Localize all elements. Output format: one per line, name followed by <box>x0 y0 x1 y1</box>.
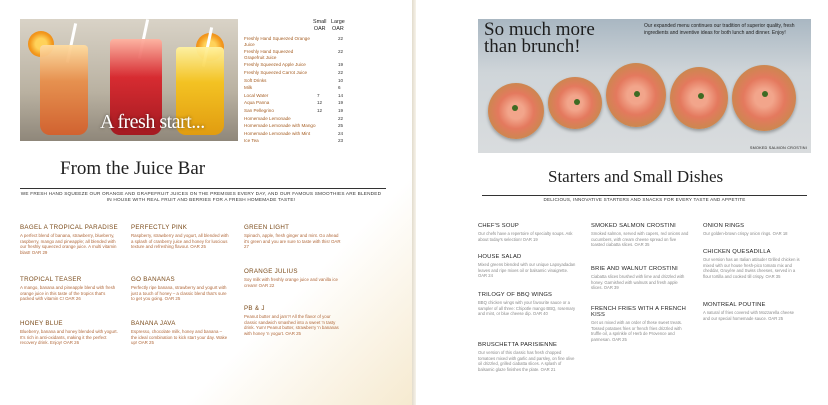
photo-caption: A fresh start... <box>100 111 205 133</box>
item-name: CHICKEN QUESADILLA <box>703 249 771 255</box>
price-large: 6 <box>338 85 341 91</box>
item-name: MONTREAL POUTINE <box>703 302 766 308</box>
menu-item <box>20 276 118 302</box>
item-description: Blueberry, banana and honey blended with yogurt. It's rich in anti-oxidants, making it the perfect recovery drink. Enjoy! OAR 26 <box>20 329 118 346</box>
item-description: A mango, banana and pineapple blend with fresh orange juice in this taste of the tropics that's packed with vitamin C! OAR 26 <box>20 285 116 302</box>
drink-name: Freshly Hand Squeezed Orange Juice <box>244 36 310 47</box>
drink-name: Local Water <box>244 92 269 98</box>
price-large: 23 <box>338 138 344 144</box>
drink-name: San Pellegrino <box>244 107 274 113</box>
menu-item <box>131 224 229 250</box>
caper-image <box>634 91 640 97</box>
menu-item <box>591 223 689 248</box>
item-name: FRENCH FRIES WITH A FRENCH KISS <box>591 306 687 318</box>
headline-line: than brunch! <box>484 36 581 57</box>
drink-name: Freshly Squeezed Apple Juice <box>244 62 306 68</box>
drink-name: Freshly Squeezed Carrot Juice <box>244 69 308 75</box>
price-large: 22 <box>338 36 344 41</box>
price-large: 22 <box>338 49 344 55</box>
item-name: PERFECTLY PINK <box>131 224 188 231</box>
item-name: SMOKED SALMON CROSTINI <box>591 223 676 229</box>
divider <box>482 195 807 196</box>
item-description: Ciabatta slices brushed with lime and drizzled with honey. Garnished with walnuts and fresh apple slices. OAR 39 <box>591 274 685 291</box>
price-small: 7 <box>317 92 320 98</box>
crostini-photo <box>478 19 811 153</box>
item-name: BRIE AND WALNUT CROSTINI <box>591 266 678 272</box>
drink-item <box>244 78 348 86</box>
menu-item <box>244 305 342 336</box>
headline <box>484 21 595 55</box>
photo-label: SMOKED SALMON CROSTINI <box>749 146 807 150</box>
price-large: 19 <box>338 62 344 68</box>
item-name: ONION RINGS <box>703 223 745 229</box>
headline-line: So much more <box>484 19 595 40</box>
drink-name: Homemade Lemonade with Mango <box>244 123 316 129</box>
menu-item <box>478 292 576 317</box>
item-description: Peanut butter and jam?! All the flavor of your classic sandwich smashed into a sweet 'n tasty drink. Yum! Peanut butter, strawberry 'n bananas with honey 'n yogurt. OAR 25 <box>244 314 339 336</box>
item-description: BBQ chicken wings with your favourite sauce or a sampler of all three: Chipotle mango BBQ, rosemary and mint, or blue cheese dip. OAR 40 <box>478 300 576 317</box>
crostini-image <box>732 65 796 131</box>
caper-image <box>698 93 704 99</box>
menu-item <box>20 224 118 255</box>
drink-item <box>244 49 348 62</box>
menu-item <box>703 223 801 237</box>
item-description: Perfectly ripe banana, strawberry and yogurt with just a touch of honey – a classic blend that's sure to get you going. OAR 25 <box>131 285 227 302</box>
drink-item <box>244 93 348 101</box>
item-name: BRUSCHETTA PARISIENNE <box>478 342 558 348</box>
item-description: Soy milk with freshly orange juice and vanilla ice cream! OAR 22 <box>244 277 338 288</box>
drink-item <box>244 85 348 93</box>
menu-item <box>703 302 801 321</box>
drinks-list <box>244 36 348 146</box>
price-large: 14 <box>338 92 344 98</box>
juice-bar-page <box>0 0 412 405</box>
item-description: Spinach, apple, fresh ginger and mint. Go ahead it's green and you are sure to taste with this! OAR 27 <box>244 233 341 250</box>
item-name: HONEY BLUE <box>20 320 63 327</box>
menu-item <box>244 224 342 250</box>
item-name: TRILOGY OF BBQ WINGS <box>478 292 553 298</box>
orange-smoothie-glass <box>40 45 88 135</box>
item-description: Mixed greens blended with our unique Lapoyadadan leaves and ripe mixes oil or balsamic vinaigrette. OAR 24 <box>478 262 576 279</box>
item-description: Our golden-brown crispy onion rings. OAR 18 <box>703 231 788 236</box>
item-description: Our version has an Italian attitude! Grilled chicken is mixed with our house fresh-pico tomato mix and cheddar, Gruyère and Swiss cheeses, served in a flour tortilla and cooked till crispy. OAR 35 <box>703 257 800 279</box>
menu-item <box>131 276 229 302</box>
intro-blurb: Our expanded menu continues our tradition of superior quality, fresh ingredients and inventive ideas for both lunch and dinner. Enjoy! <box>644 23 795 36</box>
item-name: GREEN LIGHT <box>244 224 290 231</box>
item-name: BANANA JAVA <box>131 320 176 327</box>
juice-photo <box>20 19 238 141</box>
price-small: 12 <box>317 107 323 113</box>
item-description: Get us mixed with an order of these sweet treats. Tossed potatoes fries or french fries drizzled with truffle oil, a sprinkle of Herb de Provence and parmesan. OAR 25 <box>591 320 683 342</box>
drink-item <box>244 108 348 116</box>
item-description: Our chefs have a repertoire of specialty soups. Ask about today's selection! OAR 19 <box>478 231 573 242</box>
drink-name: Milk <box>244 85 253 91</box>
drink-name: Freshly Hand Squeezed Grapefruit Juice <box>244 49 294 60</box>
price-large: 22 <box>338 115 344 121</box>
menu-item <box>478 342 576 372</box>
divider <box>20 188 386 189</box>
drink-name: Homemade Lemonade with Mint <box>244 130 311 136</box>
drink-name: Aqua Panna <box>244 100 270 106</box>
price-large: 19 <box>338 107 344 113</box>
caper-image <box>512 105 518 111</box>
item-description: A perfect blend of banana, strawberry, blueberry, raspberry, mango and pineapple; all blended with our freshly squeezed orange juice. A multi vitamin blast! OAR 29 <box>20 233 117 255</box>
drink-item <box>244 138 348 146</box>
item-description: Smoked salmon, served with capers, red onions and cucumbers, with cream cheese spread on five toasted ciabatta slices. OAR 35 <box>591 231 689 248</box>
section-intro: WE FRESH HAND SQUEEZE OUR ORANGE AND GRAPEFRUIT JUICES ON THE PREMISES EVERY DAY, AND OUR FAMOUS SMOOTHIES ARE BLENDED IN HOUSE WITH REAL FRUIT AND BERRIES FOR A FRESH HOMEMADE TASTE! <box>20 191 382 203</box>
item-name: TROPICAL TEASER <box>20 276 82 283</box>
drink-item <box>244 36 348 49</box>
drink-item <box>244 62 348 70</box>
drink-item <box>244 116 348 124</box>
drink-name: Ice Tea <box>244 138 259 144</box>
drink-name: Homemade Lemonade <box>244 115 291 121</box>
crostini-image <box>488 83 544 139</box>
price-small: 12 <box>317 100 323 106</box>
menu-item <box>478 223 576 242</box>
item-name: ORANGE JULIUS <box>244 268 298 275</box>
item-description: Raspberry, strawberry and yogurt, all blended with a splash of cranberry juice and honey for luscious texture and refreshing flavour. OAR 25 <box>131 233 229 250</box>
section-intro: DELICIOUS, INNOVATIVE STARTERS AND SNACKS FOR EVERY TASTE AND APPETITE <box>543 197 746 202</box>
item-name: PB & J <box>244 305 265 312</box>
item-name: BAGEL A TROPICAL PARADISE <box>20 224 118 231</box>
drink-item <box>244 131 348 139</box>
item-name: HOUSE SALAD <box>478 254 522 260</box>
section-title: From the Juice Bar <box>60 158 206 179</box>
drink-item <box>244 70 348 78</box>
caper-image <box>574 99 580 105</box>
drink-item <box>244 100 348 108</box>
menu-item <box>591 306 689 342</box>
starters-page <box>416 0 828 405</box>
menu-item <box>131 320 229 346</box>
section-title: Starters and Small Dishes <box>548 167 724 186</box>
caper-image <box>762 91 768 97</box>
price-large: 10 <box>338 77 344 83</box>
item-description: Our version of this classic has fresh chopped tomatoes mixed with garlic and parsley, on fine olive oil drizzled, grilled ciabatta slices. A splash of balsamic glaze finishes the plate. OAR 21 <box>478 350 575 372</box>
menu-item <box>244 268 342 288</box>
price-large: 24 <box>338 130 344 136</box>
menu-item <box>591 266 689 291</box>
menu-item <box>703 249 801 279</box>
item-description: A natural of fries covered with Mozzarella cheese and our special homemade sauce. OAR 25 <box>703 310 795 321</box>
price-large: 19 <box>338 100 344 106</box>
price-large: 22 <box>338 69 344 75</box>
price-large: 25 <box>338 123 344 129</box>
item-description: Espresso, chocolate milk, honey and banana – the ideal combination to kick start your day. Wake up! OAR 25 <box>131 329 228 346</box>
item-name: GO BANANAS <box>131 276 175 283</box>
column-header-large: Large OAR <box>331 19 345 32</box>
drink-item <box>244 123 348 131</box>
drink-name: Soft Drinks <box>244 77 267 83</box>
item-name: CHEF'S SOUP <box>478 223 519 229</box>
menu-item <box>20 320 118 346</box>
column-header-small: Small OAR <box>313 19 327 32</box>
menu-item <box>478 254 576 279</box>
